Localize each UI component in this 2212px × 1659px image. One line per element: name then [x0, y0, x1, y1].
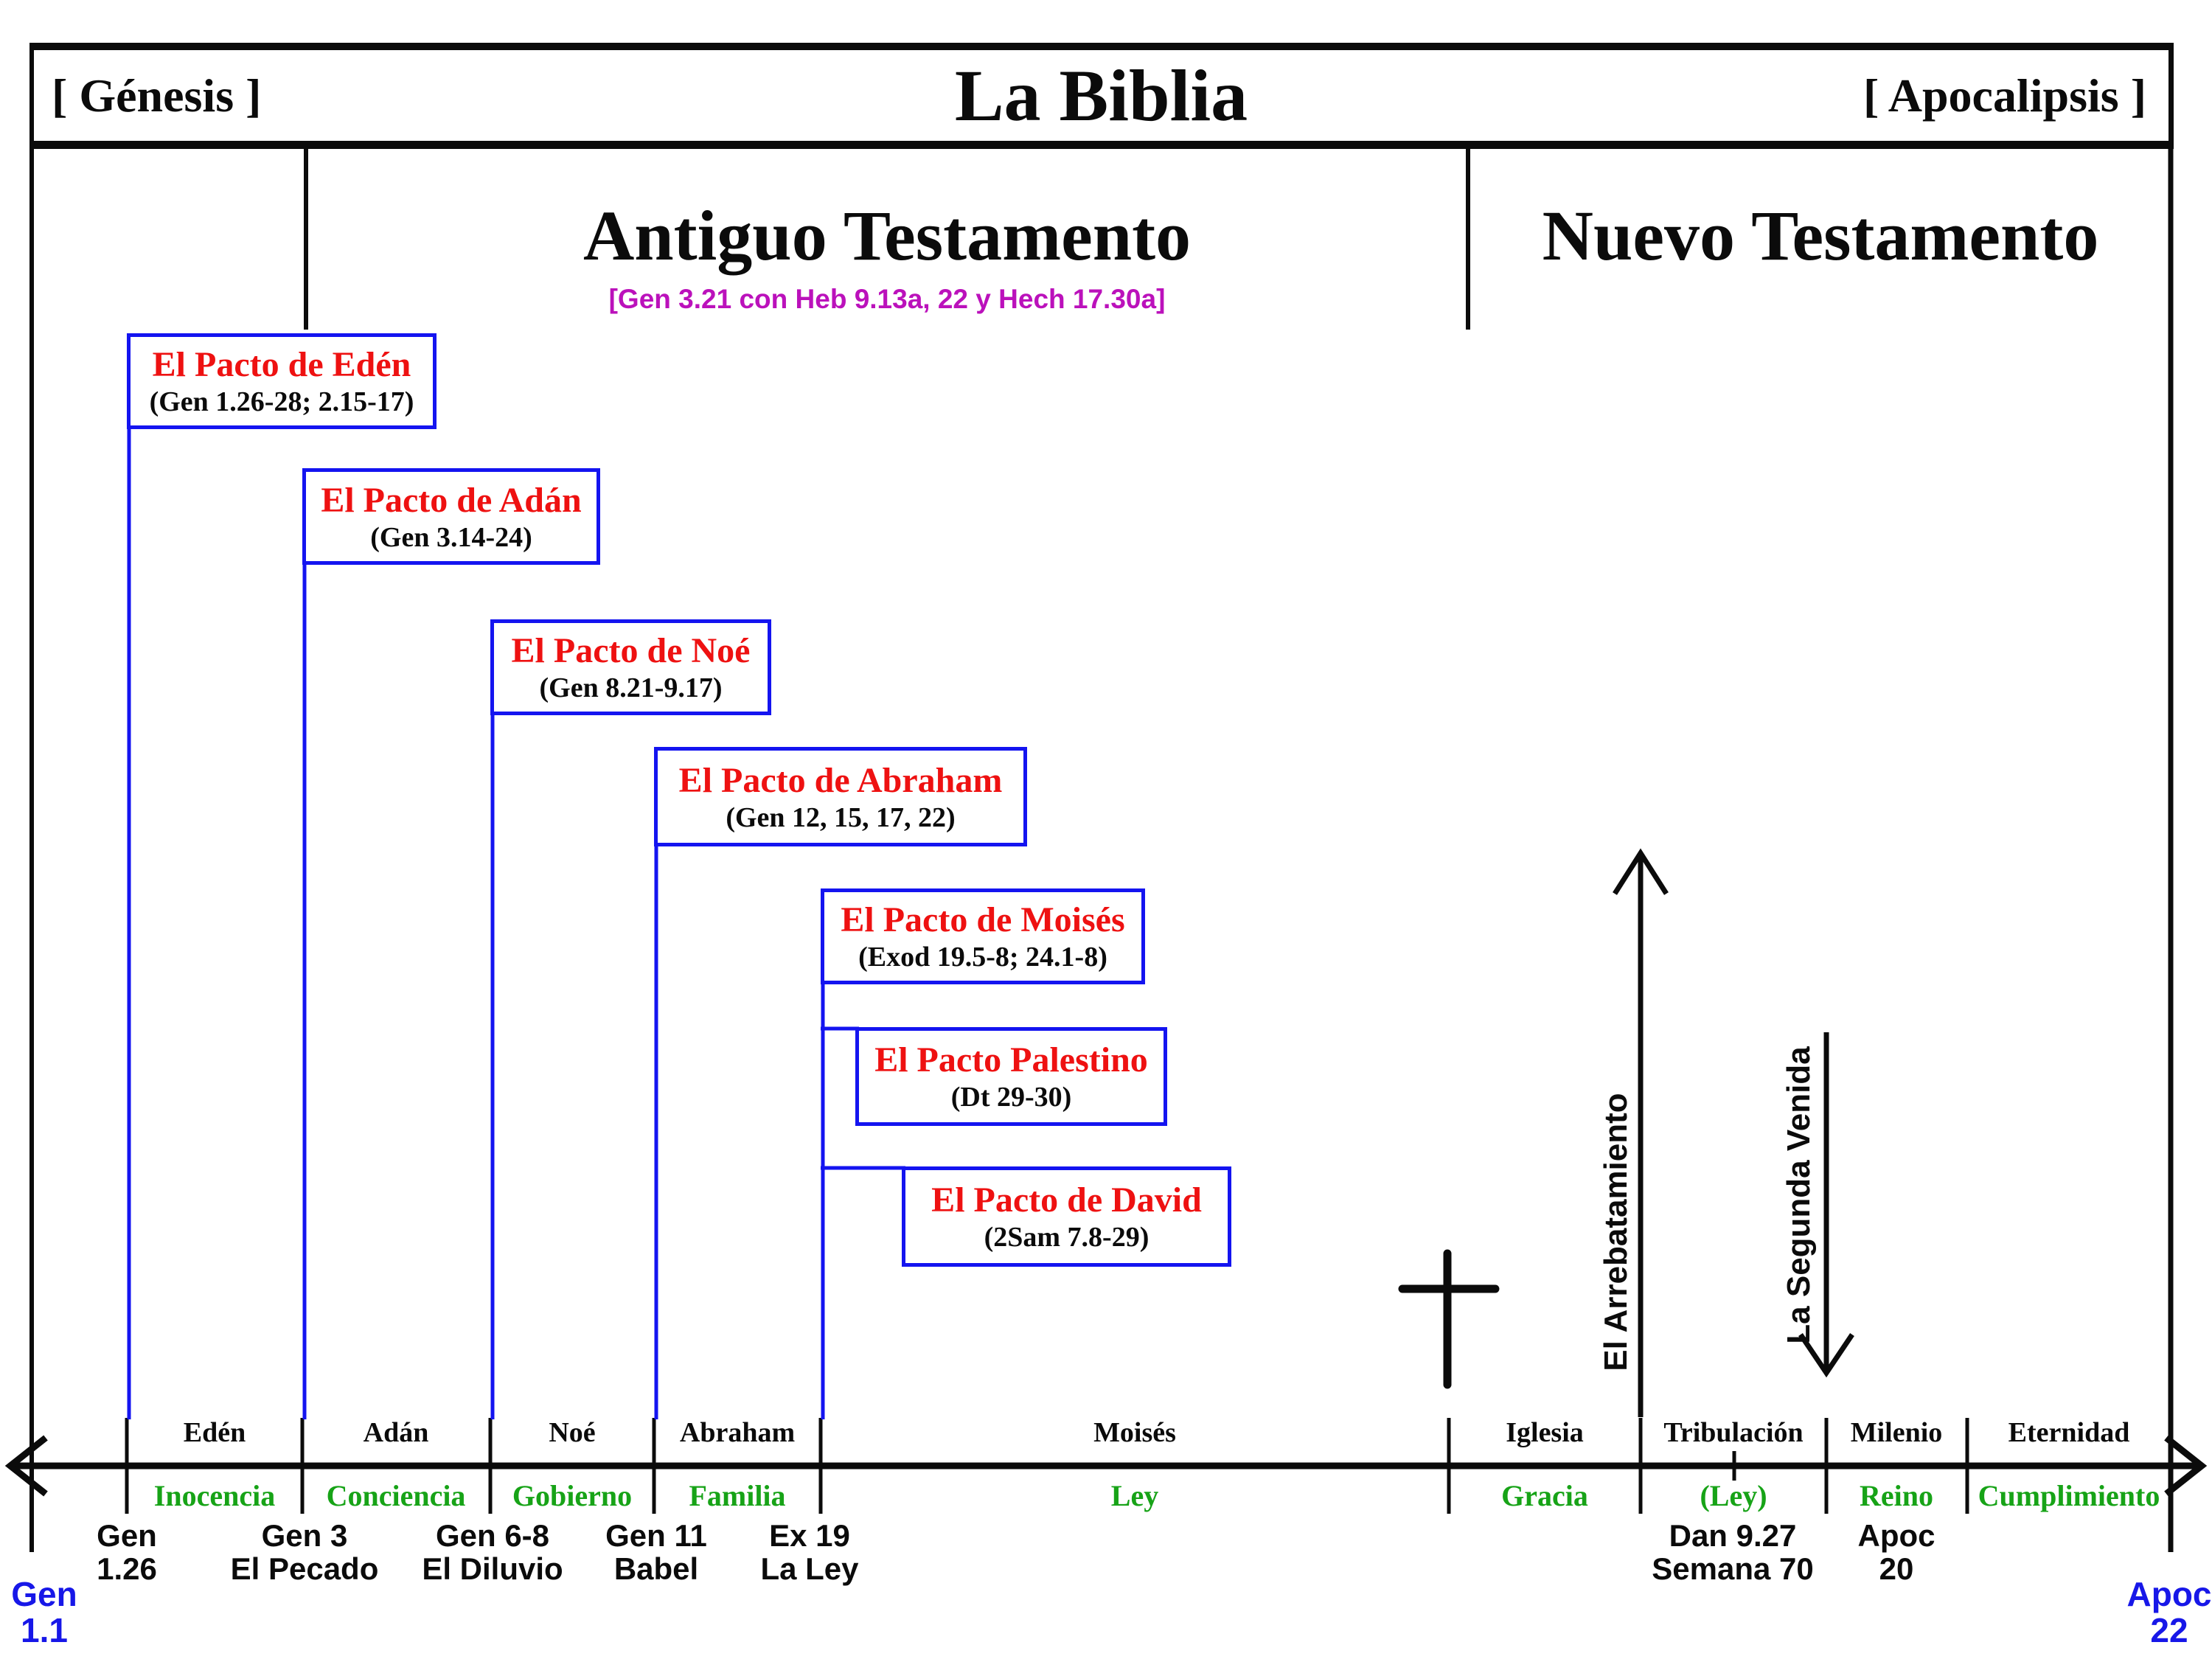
covenant-title: El Pacto Palestino — [874, 1040, 1148, 1079]
covenant-box-adan — [302, 468, 600, 565]
dispensation-reino: Reino — [1860, 1479, 1933, 1512]
end-label-apoc-22 — [2110, 1576, 2212, 1649]
covenant-box-abraham — [654, 747, 1027, 846]
event-line2: El Pecado — [230, 1551, 379, 1586]
covenant-ref: (Gen 12, 15, 17, 22) — [726, 801, 956, 833]
scripture-note: [Gen 3.21 con Heb 9.13a, 22 y Hech 17.30a] — [608, 284, 1166, 314]
start-label-gen-1-1 — [0, 1576, 88, 1649]
covenant-box-eden — [127, 333, 437, 429]
event-apoc-20 — [1808, 1519, 1985, 1585]
start-line1: Gen — [11, 1575, 77, 1613]
covenant-ref: (Gen 1.26-28; 2.15-17) — [149, 386, 414, 417]
event-line1: Gen 3 — [261, 1518, 348, 1553]
rapture-label: El Arrebatamiento — [1598, 1093, 1634, 1371]
covenant-ref: (2Sam 7.8-29) — [984, 1222, 1150, 1253]
period-abraham: Abraham — [679, 1417, 796, 1448]
event-line1: Gen 6-8 — [435, 1518, 550, 1553]
dispensation-conciencia: Conciencia — [326, 1479, 466, 1512]
period-eden: Edén — [183, 1417, 246, 1448]
dispensation-gobierno: Gobierno — [512, 1479, 633, 1512]
second-coming-label: La Segunda Venida — [1781, 1046, 1817, 1344]
covenant-box-noe — [490, 619, 771, 715]
covenant-title: El Pacto de Moisés — [841, 900, 1125, 939]
covenant-title: El Pacto de Abraham — [678, 760, 1003, 800]
event-ex-19 — [721, 1519, 898, 1585]
covenant-ref: (Dt 29-30) — [950, 1082, 1072, 1113]
event-gen-6-8 — [404, 1519, 581, 1585]
period-tribulacion: Tribulación — [1663, 1417, 1804, 1448]
covenant-box-palestino — [855, 1027, 1167, 1126]
period-iglesia: Iglesia — [1506, 1417, 1584, 1448]
dispensation-ley: Ley — [1110, 1479, 1159, 1512]
event-gen-11 — [568, 1519, 745, 1585]
covenant-title: El Pacto de Noé — [511, 631, 751, 670]
event-line2: Semana 70 — [1652, 1551, 1814, 1586]
event-line1: Gen — [97, 1518, 157, 1553]
start-line2: 1.1 — [21, 1611, 68, 1649]
new-testament-title: Nuevo Testamento — [1542, 196, 2099, 275]
covenant-ref: (Gen 8.21-9.17) — [539, 672, 723, 703]
event-line2: Babel — [613, 1551, 699, 1586]
covenant-ref: (Exod 19.5-8; 24.1-8) — [858, 942, 1107, 973]
genesis-bracket-label: [ Génesis ] — [52, 69, 262, 122]
period-moises: Moisés — [1093, 1417, 1176, 1448]
dispensation-ley-trib: (Ley) — [1700, 1479, 1767, 1512]
period-milenio: Milenio — [1850, 1417, 1943, 1448]
covenant-ref: (Gen 3.14-24) — [370, 521, 532, 553]
covenant-box-moises — [821, 888, 1145, 984]
covenant-title: El Pacto de David — [931, 1180, 1202, 1220]
end-line1: Apoc — [2126, 1575, 2212, 1613]
event-line1: Ex 19 — [769, 1518, 850, 1553]
event-gen-3 — [216, 1519, 393, 1585]
apocalipsis-bracket-label: [ Apocalipsis ] — [1863, 69, 2146, 122]
dispensation-cumplimiento: Cumplimiento — [1978, 1479, 2160, 1512]
event-line2: 20 — [1879, 1551, 1914, 1586]
period-adan: Adán — [363, 1417, 429, 1448]
page-title: La Biblia — [954, 55, 1248, 136]
period-noe: Noé — [549, 1417, 596, 1448]
dispensation-familia: Familia — [689, 1479, 786, 1512]
dispensation-gracia: Gracia — [1501, 1479, 1588, 1512]
covenant-box-david — [902, 1166, 1231, 1267]
event-line2: La Ley — [760, 1551, 859, 1586]
old-testament-title: Antiguo Testamento — [582, 196, 1192, 275]
dispensation-inocencia: Inocencia — [153, 1479, 276, 1512]
end-line2: 22 — [2150, 1611, 2188, 1649]
period-eternidad: Eternidad — [2008, 1417, 2130, 1448]
covenant-title: El Pacto de Edén — [152, 345, 411, 384]
event-line1: Dan 9.27 — [1669, 1518, 1797, 1553]
covenant-title: El Pacto de Adán — [321, 480, 582, 520]
cross-icon — [1402, 1253, 1495, 1385]
event-line2: 1.26 — [97, 1551, 157, 1586]
event-line2: El Diluvio — [422, 1551, 563, 1586]
event-line1: Gen 11 — [605, 1518, 707, 1553]
event-line1: Apoc — [1857, 1518, 1935, 1553]
event-dan-9-27 — [1644, 1519, 1821, 1585]
